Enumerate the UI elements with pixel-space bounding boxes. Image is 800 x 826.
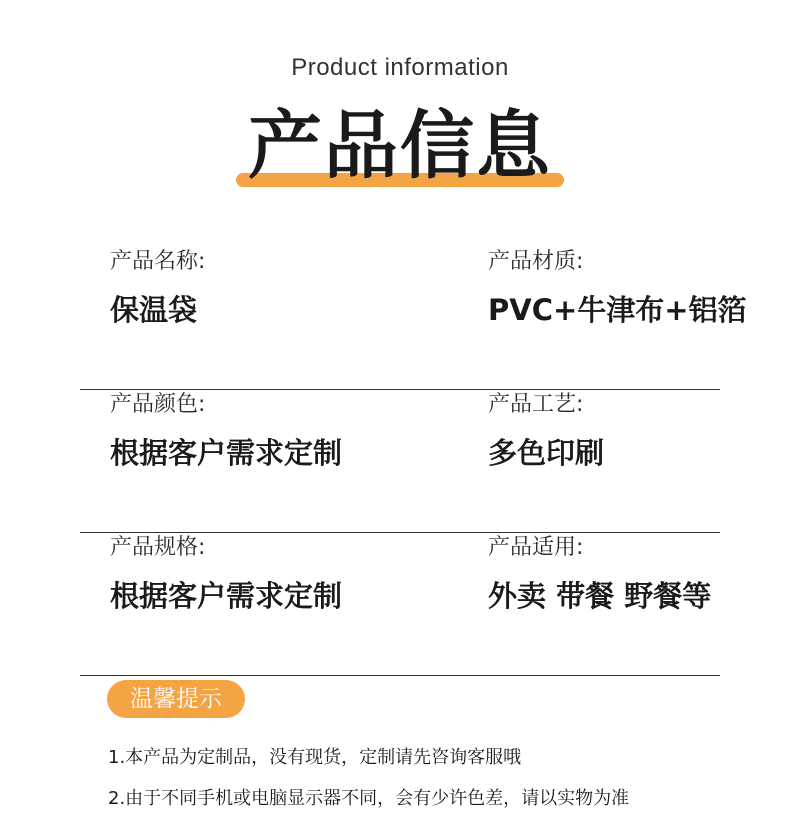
spec-label: 产品名称: [110, 249, 206, 274]
spec-value: 保温袋 [110, 293, 198, 327]
page-title: 产品信息 [248, 103, 552, 189]
spec-value: 外卖 带餐 野餐等 [488, 579, 712, 613]
row-divider [80, 389, 720, 390]
spec-label: 产品适用: [488, 535, 584, 560]
row-divider [80, 675, 720, 676]
spec-value: 多色印刷 [488, 436, 605, 470]
spec-label: 产品材质: [488, 249, 584, 274]
spec-value: PVC+牛津布+铝箔 [488, 293, 747, 327]
spec-label: 产品颜色: [110, 392, 206, 417]
spec-value: 根据客户需求定制 [110, 436, 343, 470]
title-block [0, 100, 800, 196]
spec-row-2 [80, 391, 720, 533]
spec-row-3 [80, 534, 720, 676]
tip-item: 1.本产品为定制品，没有现货，定制请先咨询客服哦 [108, 747, 522, 768]
page-subtitle: Product information [291, 54, 509, 81]
tips-badge: 温馨提示 [107, 680, 245, 718]
spec-row-1 [80, 248, 747, 390]
spec-label: 产品规格: [110, 535, 206, 560]
spec-value: 根据客户需求定制 [110, 579, 343, 613]
row-divider [80, 532, 720, 533]
tip-item: 2.由于不同手机或电脑显示器不同，会有少许色差，请以实物为准 [108, 788, 630, 809]
spec-label: 产品工艺: [488, 392, 584, 417]
